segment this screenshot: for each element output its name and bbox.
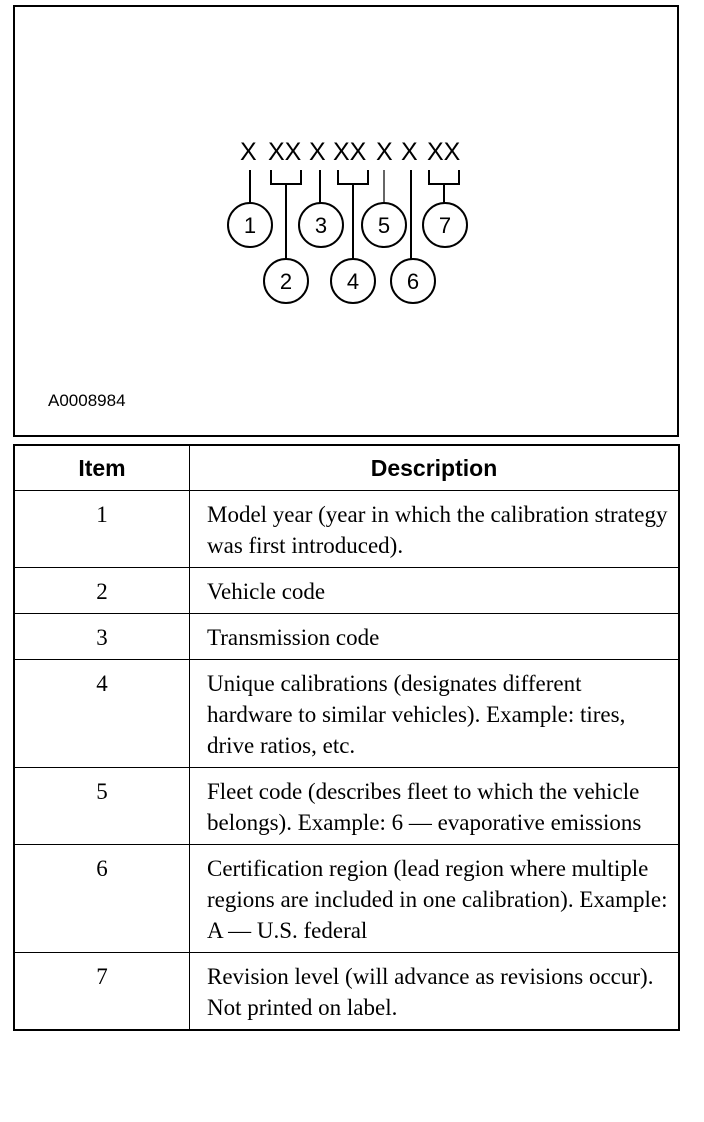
item-description: Unique calibrations (designates different hardware to similar vehicles). Example: tires, drive ratios, etc. <box>190 660 680 768</box>
calibration-code-diagram <box>15 7 681 439</box>
item-description: Transmission code <box>190 614 680 660</box>
leader-bracket-7 <box>429 170 459 203</box>
table-header-row <box>14 445 679 491</box>
item-description: Model year (year in which the calibration strategy was first introduced). <box>190 491 680 568</box>
callout-number-3: 3 <box>314 213 328 238</box>
callout-number-6: 6 <box>406 269 420 294</box>
code-char-3: X <box>309 138 326 166</box>
header-item: Item <box>14 445 190 491</box>
table-row <box>14 614 679 660</box>
code-char-7: XX <box>427 138 461 166</box>
item-description: Fleet code (describes fleet to which the vehicle belongs). Example: 6 — evaporative emissions <box>190 768 680 845</box>
table-row <box>14 491 679 568</box>
table-row <box>14 768 679 845</box>
calibration-code-figure <box>13 5 679 437</box>
table-row <box>14 845 679 953</box>
figure-id: A0008984 <box>48 391 126 410</box>
code-char-5: X <box>376 138 393 166</box>
table-row <box>14 660 679 768</box>
table-row <box>14 953 679 1031</box>
callout-number-2: 2 <box>279 269 293 294</box>
callout-number-1: 1 <box>243 213 257 238</box>
code-char-2: XX <box>268 138 302 166</box>
leader-bracket-2 <box>271 170 301 260</box>
table-row <box>14 568 679 614</box>
item-description-table <box>13 444 680 1031</box>
callout-number-4: 4 <box>346 269 360 294</box>
item-description: Certification region (lead region where multiple regions are included in one calibration). Example: A — U.S. federal <box>190 845 680 953</box>
code-char-1: X <box>240 138 257 166</box>
header-description: Description <box>190 445 680 491</box>
item-number: 7 <box>14 953 190 1031</box>
item-description: Revision level (will advance as revisions occur). Not printed on label. <box>190 953 680 1031</box>
item-number: 1 <box>14 491 190 568</box>
callout-number-5: 5 <box>377 213 391 238</box>
item-description: Vehicle code <box>190 568 680 614</box>
code-char-6: X <box>401 138 418 166</box>
callout-number-7: 7 <box>438 213 452 238</box>
code-char-4: XX <box>333 138 367 166</box>
item-number: 6 <box>14 845 190 953</box>
item-number: 5 <box>14 768 190 845</box>
item-number: 3 <box>14 614 190 660</box>
item-number: 2 <box>14 568 190 614</box>
item-number: 4 <box>14 660 190 768</box>
